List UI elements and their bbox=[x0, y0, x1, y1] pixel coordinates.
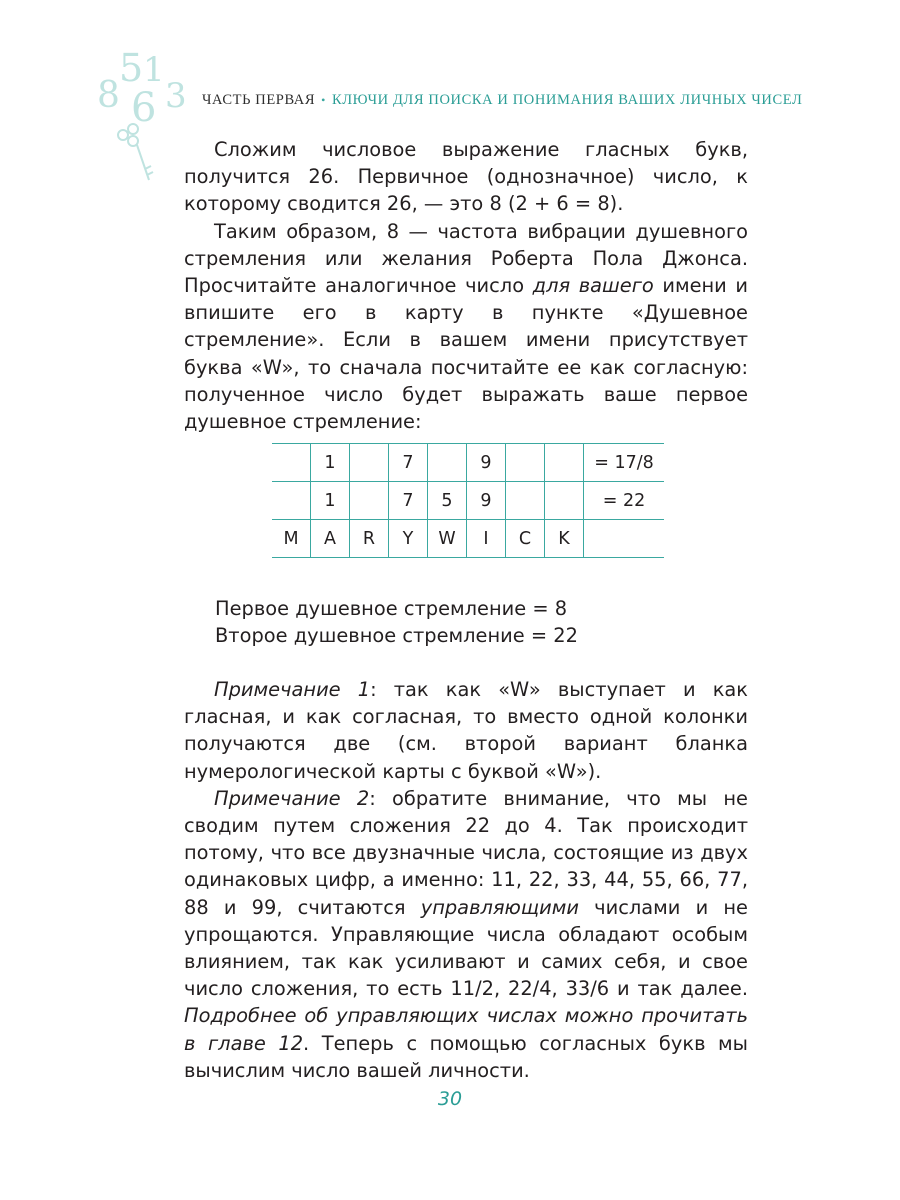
table-cell: 9 bbox=[467, 482, 506, 520]
key-icon bbox=[118, 124, 153, 180]
table-row bbox=[272, 520, 664, 558]
logo-digit: 8 bbox=[97, 75, 120, 116]
logo-digit: 1 bbox=[143, 50, 165, 90]
note-italic: управляющими bbox=[420, 895, 579, 919]
logo-digit: 5 bbox=[119, 46, 144, 90]
table-cell bbox=[545, 444, 584, 482]
logo-digit: 3 bbox=[165, 76, 187, 116]
table-cell: W bbox=[428, 520, 467, 558]
table-cell: 5 bbox=[428, 482, 467, 520]
table-cell bbox=[350, 482, 389, 520]
table-cell bbox=[545, 482, 584, 520]
table-cell: K bbox=[545, 520, 584, 558]
table-cell: I bbox=[467, 520, 506, 558]
result-line: Первое душевное стремление = 8 bbox=[215, 597, 568, 620]
body-text-top bbox=[184, 136, 748, 435]
page-number: 30 bbox=[437, 1088, 463, 1110]
note-text: : обратите внимание, что мы не сводим путем сложения 22 до 4. Так происходит потому, что все двузначные числа, состоящие из двух одинаковых цифр, а именно: 11, 22, 33, 44, 55, 66, 77, 88 и 99, считаются bbox=[184, 786, 748, 919]
note-italic: Подробнее об управляющих числах можно прочитать в главе 12 bbox=[184, 1004, 748, 1055]
table-cell: 9 bbox=[467, 444, 506, 482]
running-head-part: ЧАСТЬ ПЕРВАЯ bbox=[202, 92, 316, 108]
table-total-cell: = 17/8 bbox=[584, 444, 665, 482]
running-head bbox=[202, 92, 802, 109]
table-cell: Y bbox=[389, 520, 428, 558]
table-row bbox=[272, 444, 664, 482]
table-cell bbox=[350, 444, 389, 482]
running-head-title: КЛЮЧИ ДЛЯ ПОИСКА И ПОНИМАНИЯ ВАШИХ ЛИЧНЫХ ЧИСЕЛ bbox=[331, 92, 803, 108]
table-cell bbox=[428, 444, 467, 482]
note-1 bbox=[184, 676, 748, 785]
letter-number-table bbox=[272, 443, 664, 558]
note-text: числами и не упрощаются. Управляющие числа обладают особым влиянием, так как усиливают и самих себя, и свое число сложения, то есть 11/2, 22/4, 33/6 и так далее. bbox=[184, 895, 748, 1001]
table-cell bbox=[272, 444, 311, 482]
table-cell bbox=[272, 482, 311, 520]
table-cell: 7 bbox=[389, 444, 428, 482]
table-cell: 7 bbox=[389, 482, 428, 520]
paragraph bbox=[184, 218, 748, 436]
table-cell: A bbox=[311, 520, 350, 558]
paragraph-run: Таким образом, 8 — частота вибрации душевного стремления или желания Роберта Пола Джонса. Просчитайте аналогичное число bbox=[184, 219, 748, 298]
paragraph-run: имени и впишите его в карту в пункте «Душевное стремление». Если в вашем имени присутствует буква «W», то сначала посчитайте ее как согласную: полученное число будет выражать ваше первое душевное стремление: bbox=[184, 274, 748, 434]
table-cell: R bbox=[350, 520, 389, 558]
table-cell: 1 bbox=[311, 482, 350, 520]
logo-digit: 6 bbox=[131, 85, 157, 131]
table-cell: M bbox=[272, 520, 311, 558]
table-total-cell bbox=[584, 520, 665, 558]
table-row bbox=[272, 482, 664, 520]
table-total-cell: = 22 bbox=[584, 482, 665, 520]
running-head-bullet: • bbox=[321, 93, 326, 107]
body-text-notes bbox=[184, 676, 748, 1084]
note-label: Примечание 1 bbox=[214, 678, 371, 701]
result-line: Второе душевное стремление = 22 bbox=[215, 624, 578, 648]
note-2 bbox=[184, 785, 748, 1084]
results-block bbox=[215, 595, 578, 649]
note-text: . Теперь с помощью согласных букв мы вычислим число вашей личности. bbox=[184, 1031, 748, 1082]
paragraph-italic: для вашего bbox=[532, 274, 654, 298]
table-cell bbox=[506, 482, 545, 520]
note-label: Примечание 2 bbox=[214, 786, 370, 810]
table-cell: C bbox=[506, 520, 545, 558]
table-cell: 1 bbox=[311, 444, 350, 482]
table-cell bbox=[506, 444, 545, 482]
paragraph: Сложим числовое выражение гласных букв, получится 26. Первичное (однозначное) число, к которому сводится 26, — это 8 (2 + 6 = 8). bbox=[184, 138, 748, 216]
note-text: : так как «W» выступает и как гласная, и как согласная, то вместо одной колонки получаются две (см. второй вариант бланка нумерологической карты с буквой «W»). bbox=[184, 678, 748, 783]
